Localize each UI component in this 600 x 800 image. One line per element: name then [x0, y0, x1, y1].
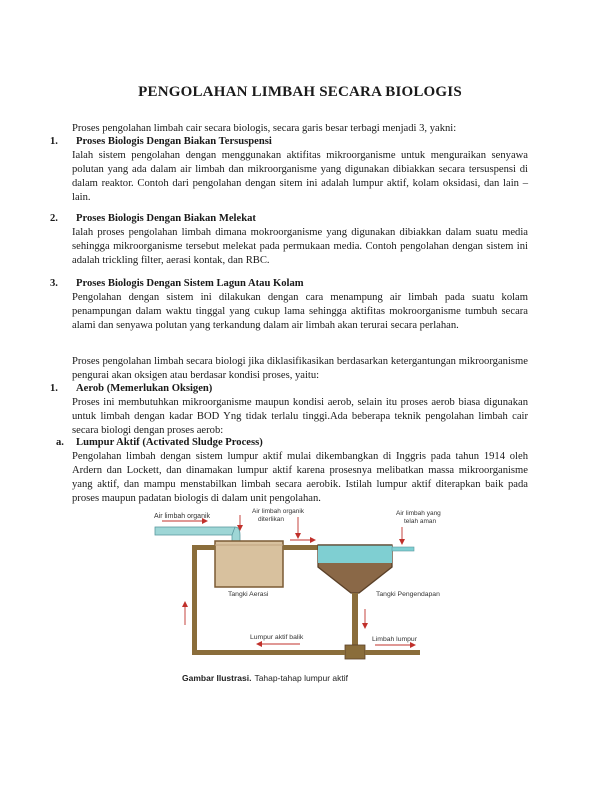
figure-caption — [182, 673, 349, 683]
section3-number: 3. — [50, 278, 58, 289]
aerob-body: Proses ini membutuhkan mikroorganisme maupun kondisi aerob, selain itu proses aerob biasa digunakan untuk limbah dengan kadar BOD Yng tidak terlalu tinggi.Ada beberapa teknik pengolahan limbah cair secara biologi dengan proses aerob: — [72, 397, 528, 436]
return-sludge-pipe — [192, 650, 345, 655]
label-inlet: Air limbah organik — [154, 513, 211, 520]
aerob-heading — [50, 382, 212, 396]
label-treated-line1: Air limbah organik — [252, 508, 305, 515]
label-waste-sludge: Limbah lumpur — [372, 636, 417, 643]
label-treated-line2: diterlikan — [258, 516, 285, 523]
lumpur-letter: a. — [56, 437, 64, 448]
activated-sludge-diagram — [140, 505, 460, 690]
inlet-pipe — [155, 527, 235, 535]
label-settling-tank: Tangki Pengendapan — [376, 591, 440, 598]
lumpur-title: Lumpur Aktif (Activated Sludge Process) — [76, 437, 263, 448]
lumpur-body: Pengolahan limbah dengan sistem lumpur aktif mulai dikembangkan di Inggris pada tahun 1914 oleh Ardern dan Lockett, dan dinamakan lumpur aktif karena prosesnya melibatkan massa mikroorganisme yang aktif, dan mampu menstabilkan limbah secara aerobik. Istilah lumpur aktif diterapkan baik pada proses maupun padatan biologis di dalam unit pengolahan. — [72, 451, 528, 504]
section3-title: Proses Biologis Dengan Sistem Lagun Atau Kolam — [76, 278, 304, 289]
waste-sludge-pipe — [365, 650, 420, 655]
label-return-sludge: Lumpur aktif balik — [250, 634, 304, 641]
figure-caption-rest: Tahap-tahap lumpur aktif — [254, 673, 349, 683]
aerob-number: 1. — [50, 383, 58, 394]
outlet-pipe — [392, 547, 414, 551]
aeration-tank — [215, 541, 283, 587]
section3-heading — [50, 277, 304, 291]
classification-paragraph: Proses pengolahan limbah secara biologi jika diklasifikasikan berdasarkan ketergantungan mikroorganisme pengurai akan oksigen atau berdasar kondisi proses, yaitu: — [72, 356, 528, 381]
label-aeration-tank: Tangki Aerasi — [228, 591, 269, 598]
section1-title: Proses Biologis Dengan Biakan Tersuspensi — [76, 136, 272, 147]
page-title: PENGOLAHAN LIMBAH SECARA BIOLOGIS — [138, 84, 462, 100]
lumpur-heading — [56, 436, 263, 450]
section2-body: Ialah proses pengolahan limbah dimana mokroorganisme yang digunakan dibiakkan dalam suatu media sehingga mikroorganisme tersebut melekat pada permukaan media. Contoh pengolahan dengan sistem ini adalah trickling filter, aerasi kontak, dan RBC. — [72, 227, 528, 266]
aerob-title: Aerob (Memerlukan Oksigen) — [76, 383, 213, 394]
section1-number: 1. — [50, 136, 58, 147]
sludge-drop-pipe — [352, 593, 358, 651]
section2-title: Proses Biologis Dengan Biakan Melekat — [76, 213, 256, 224]
intro-text: Proses pengolahan limbah cair secara biologis, secara garis besar terbagi menjadi 3, yakni: — [72, 123, 457, 134]
transfer-pipe — [283, 545, 323, 550]
section1-body: Ialah sistem pengolahan dengan menggunakan aktifitas mikroorganisme untuk menguraikan senyawa polutan yang ada dalam air limbah dan mikroorganisme yang digunakan dibiakkan secara tersuspensi di dalam reaktor. Contoh dari pengolahan dengan sitem ini adalah lumpur aktif, kolam oksidasi, dan lain – lain. — [72, 150, 528, 203]
section3-body: Pengolahan dengan sistem ini dilakukan dengan cara menampung air limbah pada suatu kolam penampungan dalam waktu tinggal yang cukup lama sehingga aktifitas mokroorganisme tumbuh secara alami dan senyawa polutan yang terkandung dalam air limbah akan terurai secara perlahan. — [72, 292, 528, 331]
label-outlet-line2: telah aman — [404, 518, 437, 525]
label-outlet-line1: Air limbah yang — [396, 510, 441, 517]
figure-caption-bold: Gambar Ilustrasi. — [182, 673, 252, 683]
section2-number: 2. — [50, 213, 58, 224]
section2-heading — [50, 212, 256, 226]
sludge-pump — [345, 645, 365, 659]
section1-heading — [50, 135, 272, 149]
